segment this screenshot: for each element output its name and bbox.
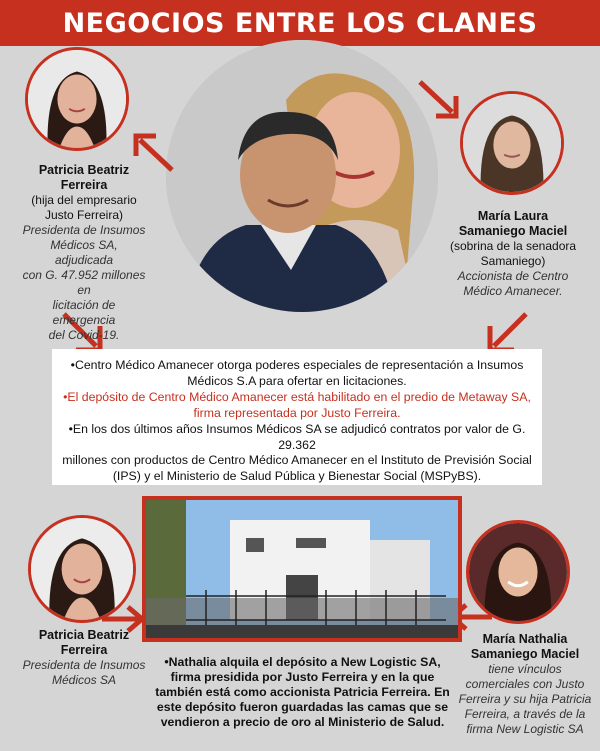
person-relation: Justo Ferreira) <box>44 208 124 222</box>
person-name: Samaniego Maciel <box>470 647 580 661</box>
person-role: con G. 47.952 millones en <box>22 268 146 297</box>
person-relation: (sobrina de la senadora <box>449 239 577 253</box>
person-role: Presidenta de Insumos <box>22 658 146 672</box>
person-name: Patricia Beatriz <box>38 163 130 177</box>
caption-patricia-top <box>20 163 148 343</box>
person-name: Ferreira <box>60 643 108 657</box>
person-name: Samaniego Maciel <box>458 224 568 238</box>
info-item-3: •En los dos últimos años Insumos Médicos SA se adjudicó contratos por valor de G. 29.362 millones con productos de Centro Médico Amanecer en el Instituto de Previsión Social (IPS) y el Ministerio de Salud Pública y Bienestar Social (MSPyBS). <box>62 422 532 483</box>
person-role: Ferreira, a través de la <box>464 707 586 721</box>
info-box <box>52 349 542 485</box>
person-role: del Covid-19. <box>48 328 120 342</box>
portrait-patricia-top <box>25 47 129 151</box>
info-item-1: •Centro Médico Amanecer otorga poderes especiales de representación a Insumos Médicos S.A para ofertar en licitaciones. <box>70 358 524 388</box>
info-item-2: •El depósito de Centro Médico Amanecer está habilitado en el predio de Metaway SA, firma representada por Justo Ferreira. <box>63 390 531 420</box>
person-role: Médicos SA, adjudicada <box>50 238 118 267</box>
caption-maria-laura <box>448 209 578 299</box>
person-role: Médicos SA <box>51 673 117 687</box>
person-role: Médico Amanecer. <box>463 284 563 298</box>
person-name: Ferreira <box>60 178 108 192</box>
person-role: Presidenta de Insumos <box>22 223 146 237</box>
page-title: NEGOCIOS ENTRE LOS CLANES <box>0 0 600 46</box>
person-role: licitación de emergencia <box>52 298 116 327</box>
arrow-to-top-right-icon <box>414 76 462 120</box>
person-relation: Samaniego) <box>480 254 546 268</box>
person-name: María Laura <box>477 209 549 223</box>
person-role: Accionista de Centro <box>457 269 569 283</box>
warehouse-caption: •Nathalia alquila el depósito a New Logistic SA, firma presidida por Justo Ferreira y en la que también está como accionista Patricia Ferreira. En este depósito fueron guardadas las camas que se vendieron a precio de oro al Ministerio de Salud. <box>155 655 450 729</box>
caption-patricia-bottom <box>20 628 148 688</box>
person-role: comerciales con Justo <box>465 677 585 691</box>
person-name: María Nathalia <box>482 632 568 646</box>
person-role: tiene vínculos <box>488 662 562 676</box>
person-role: firma New Logistic SA <box>466 722 584 736</box>
warehouse-photo <box>142 496 462 642</box>
person-relation: (hija del empresario <box>31 193 137 207</box>
portrait-maria-laura <box>460 91 564 195</box>
central-photo <box>166 40 438 312</box>
caption-maria-nathalia <box>455 632 595 737</box>
person-name: Patricia Beatriz <box>38 628 130 642</box>
person-role: Ferreira y su hija Patricia <box>458 692 592 706</box>
